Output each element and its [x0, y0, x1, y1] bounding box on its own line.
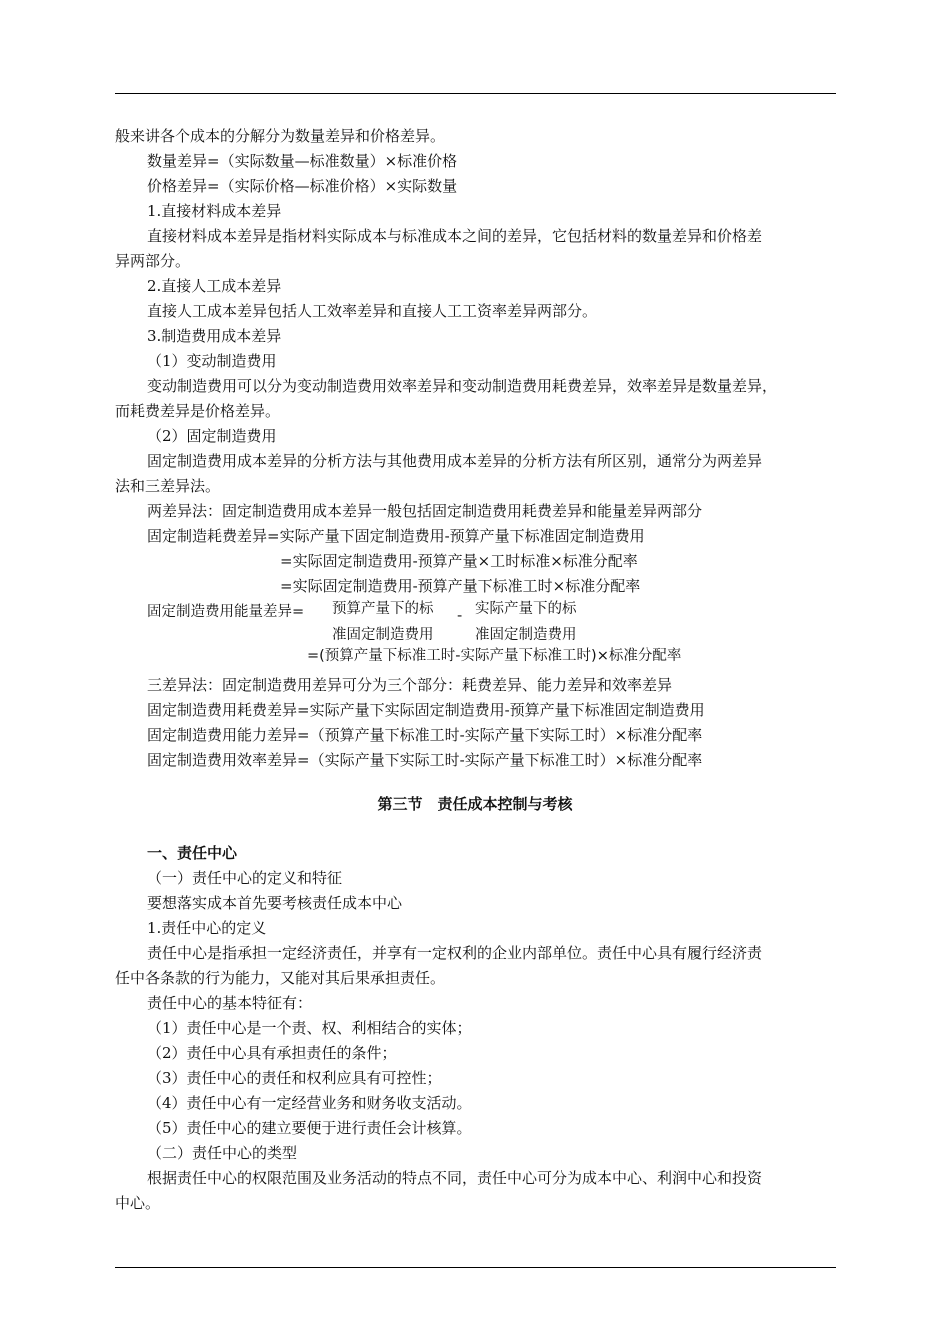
formula-image-term2-top: 实际产量下的标 [475, 601, 577, 617]
list-item: （3）责任中心的责任和权利应具有可控性； [147, 1069, 442, 1087]
paragraph-line: 三差异法：固定制造费用差异可分为三个部分：耗费差异、能力差异和效率差异 [147, 676, 673, 694]
paragraph-line: 直接材料成本差异是指材料实际成本与标准成本之间的差异，它包括材料的数量差异和价格差 [147, 227, 763, 245]
formula-price-variance: 价格差异=（实际价格—标准价格）×实际数量 [147, 177, 458, 195]
paragraph-line: 根据责任中心的权限范围及业务活动的特点不同，责任中心可分为成本中心、利润中心和投资 [147, 1169, 763, 1187]
subheading: 2.直接人工成本差异 [147, 277, 282, 295]
formula-line: =实际固定制造费用-预算产量×工时标准×标准分配率 [280, 552, 638, 570]
footer-rule [115, 1267, 836, 1268]
subheading: 1.责任中心的定义 [147, 919, 267, 937]
formula-line: 固定制造费用能力差异=（预算产量下标准工时-实际产量下实际工时）×标准分配率 [147, 726, 703, 744]
paragraph-line: 而耗费差异是价格差异。 [115, 402, 281, 420]
list-item: （1）责任中心是一个责、权、利相结合的实体； [147, 1019, 472, 1037]
paragraph-line: 般来讲各个成本的分解分为数量差异和价格差异。 [115, 127, 446, 145]
formula-image-term1-bottom: 准固定制造费用 [332, 627, 434, 643]
list-item: （4）责任中心有一定经营业务和财务收支活动。 [147, 1094, 472, 1112]
heading-responsibility-center: 一、责任中心 [147, 844, 238, 862]
paragraph-line: 责任中心的基本特征有： [147, 994, 313, 1012]
subheading: （1）变动制造费用 [147, 352, 277, 370]
paragraph-line: 要想落实成本首先要考核责任成本中心 [147, 894, 403, 912]
formula-line: 固定制造耗费差异=实际产量下固定制造费用-预算产量下标准固定制造费用 [147, 527, 645, 545]
paragraph-line: 固定制造费用成本差异的分析方法与其他费用成本差异的分析方法有所区别，通常分为两差异 [147, 452, 763, 470]
formula-line: 固定制造费用效率差异=（实际产量下实际工时-实际产量下标准工时）×标准分配率 [147, 751, 703, 769]
formula-line: 固定制造费用耗费差异=实际产量下实际固定制造费用-预算产量下标准固定制造费用 [147, 701, 705, 719]
subheading: （一）责任中心的定义和特征 [147, 869, 343, 887]
paragraph-line: 法和三差异法。 [115, 477, 221, 495]
subheading: （2）固定制造费用 [147, 427, 277, 445]
formula-image-minus: - [457, 608, 463, 624]
formula-line: =实际固定制造费用-预算产量下标准工时×标准分配率 [280, 577, 641, 595]
formula-image-term2-bottom: 准固定制造费用 [475, 627, 577, 643]
formula-image-label: 固定制造费用能量差异= [147, 604, 305, 620]
subheading: 1.直接材料成本差异 [147, 202, 282, 220]
formula-quantity-variance: 数量差异=（实际数量—标准数量）×标准价格 [147, 152, 458, 170]
list-item: （5）责任中心的建立要便于进行责任会计核算。 [147, 1119, 472, 1137]
formula-image-result: =(预算产量下标准工时-实际产量下标准工时)×标准分配率 [307, 648, 682, 664]
subheading: （二）责任中心的类型 [147, 1144, 298, 1162]
paragraph-line: 任中各条款的行为能力，又能对其后果承担责任。 [115, 969, 446, 987]
paragraph-line: 责任中心是指承担一定经济责任，并享有一定权利的企业内部单位。责任中心具有履行经济责 [147, 944, 763, 962]
formula-image-term1-top: 预算产量下的标 [332, 601, 434, 617]
subheading: 3.制造费用成本差异 [147, 327, 282, 345]
paragraph-line: 变动制造费用可以分为变动制造费用效率差异和变动制造费用耗费差异，效率差异是数量差异， [147, 377, 778, 395]
section-heading: 第三节 责任成本控制与考核 [377, 795, 573, 813]
paragraph-line: 直接人工成本差异包括人工效率差异和直接人工工资率差异两部分。 [147, 302, 598, 320]
list-item: （2）责任中心具有承担责任的条件； [147, 1044, 397, 1062]
paragraph-line: 异两部分。 [115, 252, 191, 270]
paragraph-line: 中心。 [115, 1194, 161, 1212]
paragraph-line: 两差异法：固定制造费用成本差异一般包括固定制造费用耗费差异和能量差异两部分 [147, 502, 703, 520]
header-rule [115, 93, 836, 94]
